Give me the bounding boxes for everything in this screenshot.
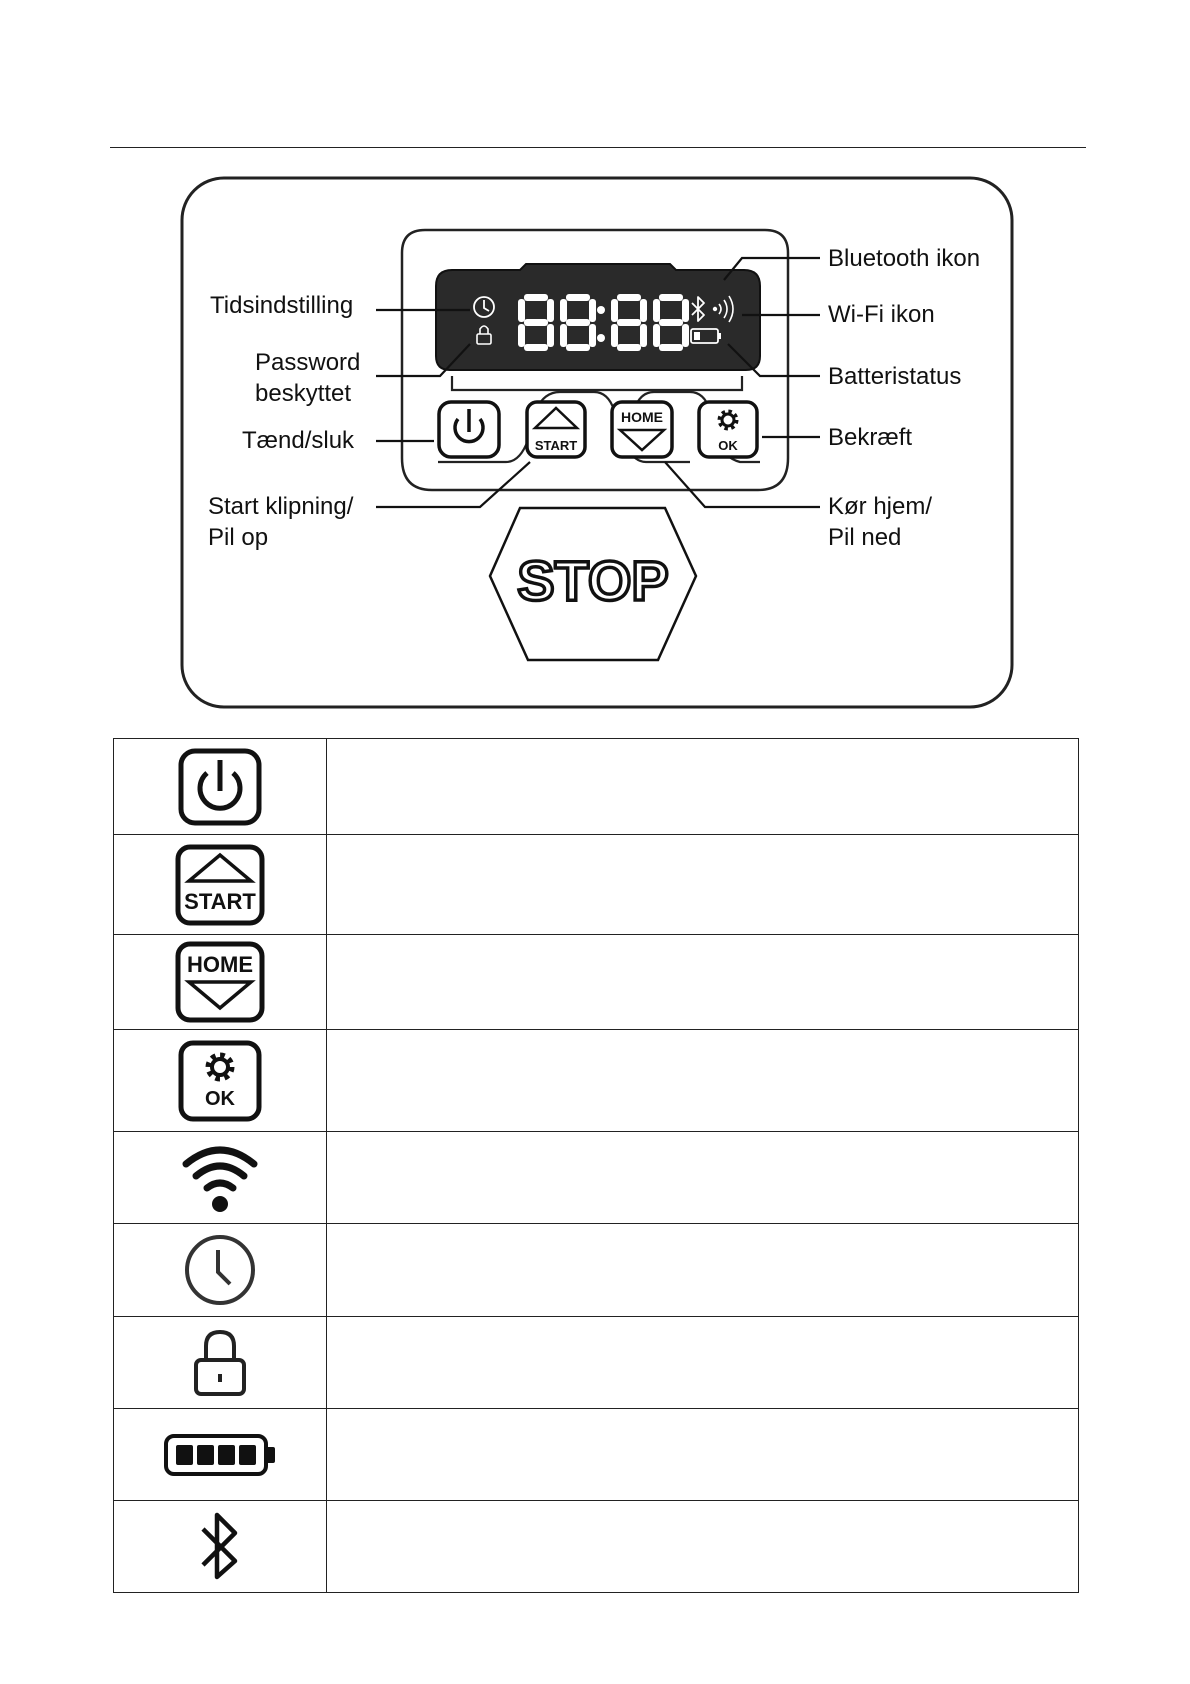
- callout-password: Password beskyttet: [255, 349, 361, 407]
- callout-battery: Batteristatus: [828, 363, 962, 390]
- row-description: [327, 1132, 1079, 1224]
- home-button-label: HOME: [621, 409, 663, 425]
- power-button-icon: [175, 747, 265, 827]
- clock-icon: [180, 1232, 260, 1308]
- padlock-icon: [190, 1328, 250, 1398]
- callout-time-setting: Tidsindstilling: [210, 292, 354, 319]
- callout-bluetooth: Bluetooth ikon: [828, 245, 981, 272]
- stop-button[interactable]: [490, 508, 696, 660]
- start-button[interactable]: [527, 402, 585, 457]
- power-button[interactable]: [439, 402, 499, 457]
- gear-ok-button-icon: [175, 1039, 265, 1123]
- home-button[interactable]: [612, 402, 672, 457]
- stop-button-label: STOP: [517, 549, 669, 612]
- row-description: [327, 1409, 1079, 1501]
- table-row: [114, 835, 1079, 935]
- callout-power: Tænd/sluk: [242, 427, 355, 454]
- table-row: [114, 1501, 1079, 1593]
- ok-icon-label: OK: [205, 1087, 235, 1110]
- ok-button-label: OK: [718, 438, 738, 453]
- table-row: [114, 1317, 1079, 1409]
- callout-home-down: Kør hjem/ Pil ned: [828, 493, 933, 551]
- row-description: [327, 739, 1079, 835]
- ok-button[interactable]: [699, 402, 757, 457]
- bluetooth-icon: [195, 1509, 245, 1585]
- row-description: [327, 935, 1079, 1030]
- table-row: [114, 1132, 1079, 1224]
- home-icon-label: HOME: [187, 952, 253, 977]
- row-description: [327, 1317, 1079, 1409]
- start-button-label: START: [534, 438, 578, 453]
- wifi-icon: [180, 1142, 260, 1214]
- row-description: [327, 1501, 1079, 1593]
- callout-start-up: Start klipning/ Pil op: [208, 493, 354, 551]
- battery-icon: [160, 1430, 280, 1480]
- table-row: [114, 739, 1079, 835]
- control-panel-diagram: [0, 0, 1190, 720]
- row-description: [327, 1030, 1079, 1132]
- row-description: [327, 835, 1079, 935]
- table-row: [114, 1224, 1079, 1317]
- home-arrow-down-button-icon: [172, 940, 268, 1024]
- icon-reference-table: [113, 738, 1079, 1593]
- table-row: [114, 935, 1079, 1030]
- start-icon-label: START: [184, 888, 256, 914]
- callout-confirm: Bekræft: [828, 424, 913, 451]
- start-arrow-up-button-icon: [172, 843, 268, 927]
- table-row: [114, 1030, 1079, 1132]
- row-description: [327, 1224, 1079, 1317]
- callout-wifi: Wi-Fi ikon: [828, 301, 935, 328]
- table-row: [114, 1409, 1079, 1501]
